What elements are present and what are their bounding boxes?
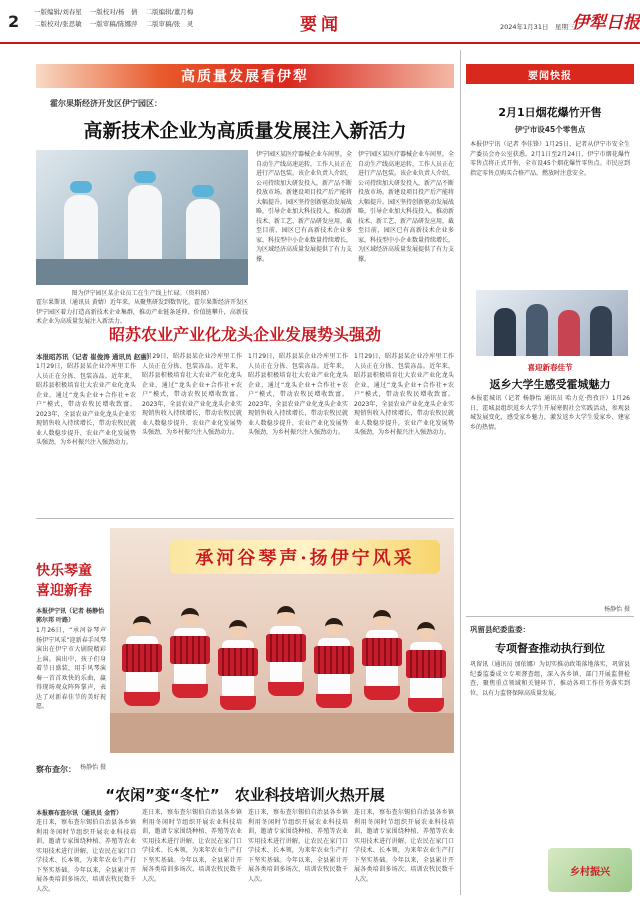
story4-body-col2: 连日来，察布查尔锡伯自治县各乡镇利用冬闲时节组织开展农业科技培训，邀请专家围绕种植、养殖等农业实用技术进行讲解，让农民在家门口学技术、长本领，为来年农业生产打下坚实基础。今年以来，全县累计开展各类培训多场次，培训农牧民数千人次。	[142, 809, 242, 883]
story4-body-col1: 连日来，察布查尔锡伯自治县各乡镇利用冬闲时节组织开展农业科技培训，邀请专家围绕种植、养殖等农业实用技术进行讲解，让农民在家门口学技术、长本领，为来年农业生产打下坚实基础。今年以来，全县累计开展各类培训多场次，培训农牧民数千人次。	[36, 819, 136, 893]
story2-body-col4: 1月29日，昭苏县某企业冷库里工作人员正在分拣、包装冻品。近年来，昭苏县积极培育壮大农业产业化龙头企业，通过“龙头企业+合作社+农户”模式，带动农牧民增收致富。2023年，全县农业产业化龙头企业实现销售收入持续增长，带动农牧民就业人数稳步提升，农业产业化发展势头强劲，为乡村振兴注入强劲动力。	[354, 353, 454, 436]
brief2-body: 本报霍城讯（记者 杨静怡 通讯员 哈力克·热孜汗）1月26日，霍城县组织返乡大学生开展寒假社会实践活动，参观县城发展变化，感受家乡魅力，激发返乡大学生爱家乡、建家乡的热情。	[470, 395, 630, 431]
brief2-photo	[476, 290, 628, 356]
photo-banner-sign: 承河谷琴声·扬伊宁风采	[170, 540, 440, 574]
story2-body-col1: 1月29日，昭苏县某企业冷库里工作人员正在分拣、包装冻品。近年来，昭苏县积极培育壮大农业产业化龙头企业，通过“龙头企业+合作社+农户”模式，带动农牧民增收致富。2023年，全县农业产业化龙头企业实现销售收入持续增长，带动农牧民就业人数稳步提升，农业产业化发展势头强劲，为乡村振兴注入强劲动力。	[36, 363, 136, 446]
editor-credit: 一版审稿/陈娜萍	[89, 20, 138, 28]
brief1-subhead: 伊宁市设45个零售点	[514, 125, 586, 134]
brief3-headline: 专项督查推动执行到位	[495, 642, 605, 655]
story1-photo-caption: 图为伊宁园区某企业员工在生产线上忙碌。（资料图）	[71, 290, 213, 297]
story2-byline: 本报昭苏讯（记者 崔俊涛 通讯员 赵丽）	[36, 353, 154, 361]
dateline: 2024年1月31日 星期三	[500, 23, 575, 31]
section-banner	[36, 64, 454, 88]
story3-body: 1月26日，“承河谷琴声 扬伊宁风采”迎新春手风琴演出在伊宁市大剧院精彩上演。演出中，孩子们身着节日盛装，用手风琴演奏一首首欢快的乐曲，赢得现场观众阵阵掌声，表达了对新春佳节的美好祝愿。	[36, 627, 106, 710]
brief3-body: 巩留讯（通讯员 加依娜）为切实推动政策落地落实，巩留县纪委监委成立专项督查组，深入各乡镇、部门开展监督检查，聚焦重点领域和关键环节，推动各项工作任务落实到位，以有力监督保障高质量发展。	[470, 661, 630, 697]
story1-lead: 霍尔果斯讯（通讯员 黄婧）近年来，从聚焦研发到数智化，霍尔果斯经济开发区伊宁园区着力打造高新技术企业集群，推动产业链条延伸、价值链攀升，高新技术企业为高质量发展注入新活力。	[36, 299, 248, 325]
story1-body-col1: 伊宁园区某医疗器械企业车间里，全自动生产线高速运转，工作人员正在进行产品包装。该企业负责人介绍，公司持续加大研发投入，新产品不断投放市场。新建设项目投产后产能将大幅提升。园区坚持创新驱动发展战略，引导企业加大科技投入，推动新技术、新工艺、新产品研发应用，截至目前，园区已有高新技术企业多家，科技型中小企业数量持续增长，为区域经济高质量发展提供了有力支撑。	[256, 151, 353, 263]
story3-headline-line2: 喜迎新春	[36, 583, 92, 599]
brief2-photographer: 杨静怡 摄	[604, 606, 630, 613]
brief1-headline: 2月1日烟花爆竹开售	[498, 106, 602, 119]
page-number: 2	[8, 12, 20, 31]
story3-byline: 本报伊宁讯（记者 杨静怡 郭尔邦 叶路）	[36, 608, 105, 624]
sidebar-header-label: 要闻快报	[528, 70, 572, 82]
story4-headline: “农闲”变“冬忙” 农业科技培训火热开展	[105, 786, 385, 804]
sidebar-header	[466, 64, 634, 84]
story4-kicker: 察布查尔：	[36, 765, 76, 774]
banner-title: 高质量发展看伊犁	[181, 69, 309, 85]
story1-headline: 高新技术企业为高质量发展注入新活力	[83, 120, 407, 142]
editor-credit: 一版校对/杨 倩	[89, 8, 138, 16]
story4-byline: 本报察布查尔讯（通讯员 金哲）	[36, 810, 123, 817]
editor-credits	[34, 6, 244, 30]
sidebar-divider	[466, 616, 634, 617]
editor-credit: 二版编辑/董月梅	[145, 8, 194, 16]
story4-body-col4: 连日来，察布查尔锡伯自治县各乡镇利用冬闲时节组织开展农业科技培训，邀请专家围绕种植、养殖等农业实用技术进行讲解，让农民在家门口学技术、长本领，为来年农业生产打下坚实基础。今年以来，全县累计开展各类培训多场次，培训农牧民数千人次。	[354, 809, 454, 883]
brief1-body: 本报伊宁讯（记者 李佳锋）1月25日，记者从伊宁市安全生产委员会办公室获悉，2月1日至2月24日，伊宁市烟花爆竹零售点将正式开售，全市设45个烟花爆竹零售点。市民应到指定零售点购买合格产品，燃放时注意安全。	[470, 141, 630, 177]
brief2-kicker: 喜迎新春佳节	[527, 363, 573, 372]
editor-credit: 二版校对/张思敏	[34, 20, 82, 28]
column-divider	[460, 50, 461, 895]
brief3-kicker: 巩留县纪委监委：	[470, 625, 530, 634]
divider	[36, 518, 454, 519]
paper-logo: 伊犁日报	[572, 13, 640, 33]
story1-photo	[36, 150, 248, 285]
story4-body-col3: 连日来，察布查尔锡伯自治县各乡镇利用冬闲时节组织开展农业科技培训，邀请专家围绕种植、养殖等农业实用技术进行讲解，让农民在家门口学技术、长本领，为来年农业生产打下坚实基础。今年以来，全县累计开展各类培训多场次，培训农牧民数千人次。	[248, 809, 348, 883]
editor-credit: 一版编辑/刘春星	[34, 8, 82, 16]
editor-credit: 二版审稿/张 灵	[145, 20, 194, 28]
rural-revitalization-logo: 乡村振兴	[548, 848, 632, 892]
story1-body-col2: 伊宁园区某医疗器械企业车间里，全自动生产线高速运转，工作人员正在进行产品包装。该企业负责人介绍，公司持续加大研发投入，新产品不断投放市场。新建设项目投产后产能将大幅提升。园区坚持创新驱动发展战略，引导企业加大科技投入，推动新技术、新工艺、新产品研发应用，截至目前，园区已有高新技术企业多家，科技型中小企业数量持续增长，为区域经济高质量发展提供了有力支撑。	[358, 151, 455, 263]
story2-body-col2: 1月29日，昭苏县某企业冷库里工作人员正在分拣、包装冻品。近年来，昭苏县积极培育壮大农业产业化龙头企业，通过“龙头企业+合作社+农户”模式，带动农牧民增收致富。2023年，全县农业产业化龙头企业实现销售收入持续增长，带动农牧民就业人数稳步提升，农业产业化发展势头强劲，为乡村振兴注入强劲动力。	[142, 353, 242, 436]
story2-headline: 昭苏农业产业化龙头企业发展势头强劲	[108, 325, 381, 344]
story3-photographer: 杨静怡 摄	[80, 764, 106, 771]
story3-headline-line1: 快乐琴童	[36, 563, 92, 579]
story1-kicker: 霍尔果斯经济开发区伊宁园区：	[50, 99, 162, 108]
story3-photo	[110, 528, 454, 753]
brief2-headline: 返乡大学生感受霍城魅力	[489, 378, 611, 391]
section-name: 要闻	[300, 15, 342, 35]
story2-body-col3: 1月29日，昭苏县某企业冷库里工作人员正在分拣、包装冻品。近年来，昭苏县积极培育壮大农业产业化龙头企业，通过“龙头企业+合作社+农户”模式，带动农牧民增收致富。2023年，全县农业产业化龙头企业实现销售收入持续增长，带动农牧民就业人数稳步提升，农业产业化发展势头强劲，为乡村振兴注入强劲动力。	[248, 353, 348, 436]
